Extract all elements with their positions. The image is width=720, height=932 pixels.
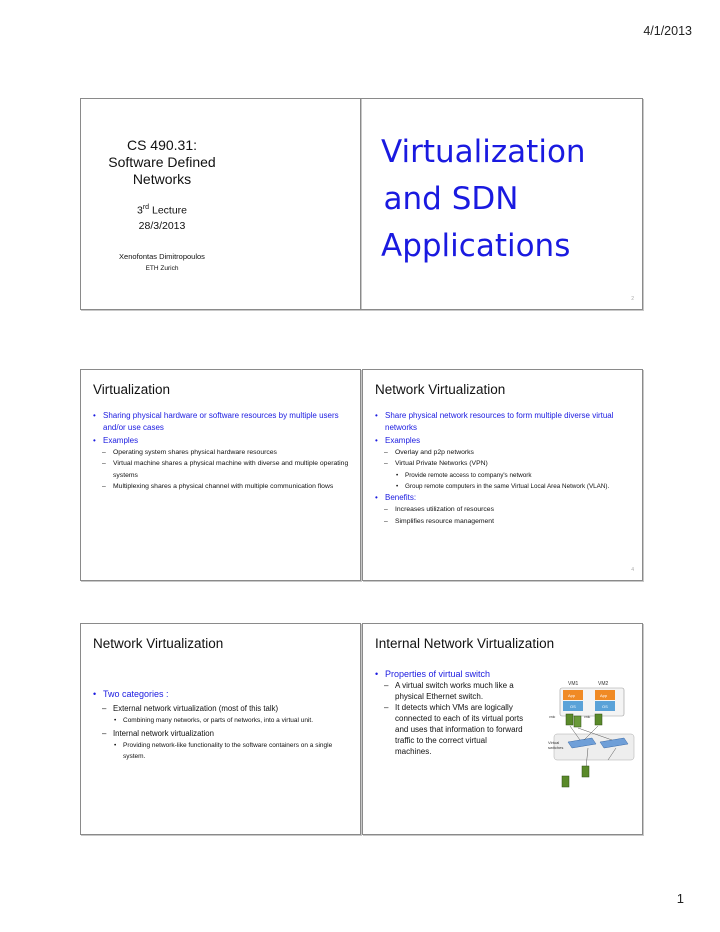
vnic-label-2: vnic (584, 715, 591, 719)
slide-internal-network-virtualization (362, 623, 643, 835)
sub-bullet: – A virtual switch works much like a physical Ethernet switch. (384, 681, 514, 701)
sub-bullet: – Multiplexing shares a physical channel with multiple communication flows (102, 483, 334, 491)
slide-network-virtualization-categories (80, 623, 361, 835)
virtual-label: Virtual (548, 740, 560, 745)
course-info-2 (81, 99, 362, 310)
pnic-card-1 (582, 766, 589, 777)
slide-body (375, 410, 631, 527)
presentation-title (381, 129, 586, 270)
bullet: • Two categories : (93, 689, 169, 699)
pnic-card-2 (562, 776, 569, 787)
slide-virtualization (80, 369, 361, 581)
sub-sub-bullet: • Group remote computers in the same Virtual Local Area Network (VLAN). (396, 482, 610, 490)
sub-sub-bullet: • Providing network-like functionality to the software containers on a single system. (114, 741, 333, 760)
author-name: Xenofontas Dimitropoulos (119, 252, 205, 261)
page-number: 1 (676, 891, 684, 906)
sub-bullet: – Internal network virtualization (102, 728, 214, 738)
title-line-2: and SDN (383, 181, 519, 217)
lecture-number: 3rd Lecture (136, 204, 188, 217)
switches-label: switches (548, 745, 564, 750)
slide-title-frame (80, 98, 643, 310)
vnic-card-2 (574, 716, 581, 727)
slide-number: 4 (631, 567, 634, 573)
sub-bullet: – Operating system shares physical hardware resources (102, 448, 277, 456)
vm1-os-label: OS (570, 704, 576, 709)
slide-heading: Network Virtualization (93, 636, 224, 651)
slide-body (93, 410, 349, 493)
bullet: • Benefits: (375, 492, 417, 502)
slide-body (375, 668, 525, 757)
vm2-label: VM2 (598, 681, 609, 687)
bullet: • Examples (375, 435, 421, 445)
vnic-label-1: vnic (549, 715, 556, 719)
title-line-1: Virtualization (381, 134, 586, 170)
sub-bullet: – Simplifies resource management (384, 517, 494, 525)
author-institution: ETH Zurich (145, 265, 179, 272)
bullet: • Properties of virtual switch (375, 669, 491, 679)
vm1-label: VM1 (568, 681, 579, 687)
sub-sub-bullet: • Combining many networks, or parts of networks, into a virtual unit. (114, 717, 314, 724)
slide-heading: Virtualization (93, 382, 171, 397)
slide-network-virtualization (362, 369, 643, 581)
sub-bullet: – External network virtualization (most of this talk) (102, 704, 279, 713)
sub-bullet: – Overlay and p2p networks (384, 448, 474, 456)
header-date: 4/1/2013 (643, 24, 692, 38)
course-code: CS 490.31: (126, 137, 198, 153)
bullet: • Sharing physical hardware or software resources by multiple users and/or use cases (93, 411, 339, 433)
vnic-card-3 (595, 714, 602, 725)
vm2-app-label: App (600, 693, 608, 698)
switch-area (554, 734, 634, 760)
slide-heading: Network Virtualization (375, 382, 506, 397)
sub-bullet: – Virtual machine shares a physical machine with diverse and multiple operating systems (102, 460, 349, 479)
sub-bullet: – It detects which VMs are logically connected to each of its virtual ports and uses that information to forward traffic to the correct virtual machines. (384, 703, 524, 756)
slide-heading: Internal Network Virtualization (375, 636, 555, 651)
vnic-card-1 (566, 714, 573, 725)
course-name: Software Defined Networks (108, 154, 216, 187)
title-line-3: Applications (381, 228, 571, 264)
sub-bullet: – Increases utilization of resources (384, 506, 494, 514)
bullet: • Share physical network resources to form multiple diverse virtual networks (375, 411, 614, 433)
virtual-switch-diagram (548, 676, 636, 806)
slide-number: 2 (631, 296, 634, 302)
slide-body (93, 686, 349, 763)
sub-sub-bullet: • Provide remote access to company's network (396, 471, 532, 479)
sub-bullet: – Virtual Private Networks (VPN) (384, 460, 488, 468)
lecture-date: 28/3/2013 (138, 219, 186, 232)
vm1-app-label: App (568, 693, 576, 698)
vm2-os-label: OS (602, 704, 608, 709)
bullet: • Examples (93, 435, 139, 445)
